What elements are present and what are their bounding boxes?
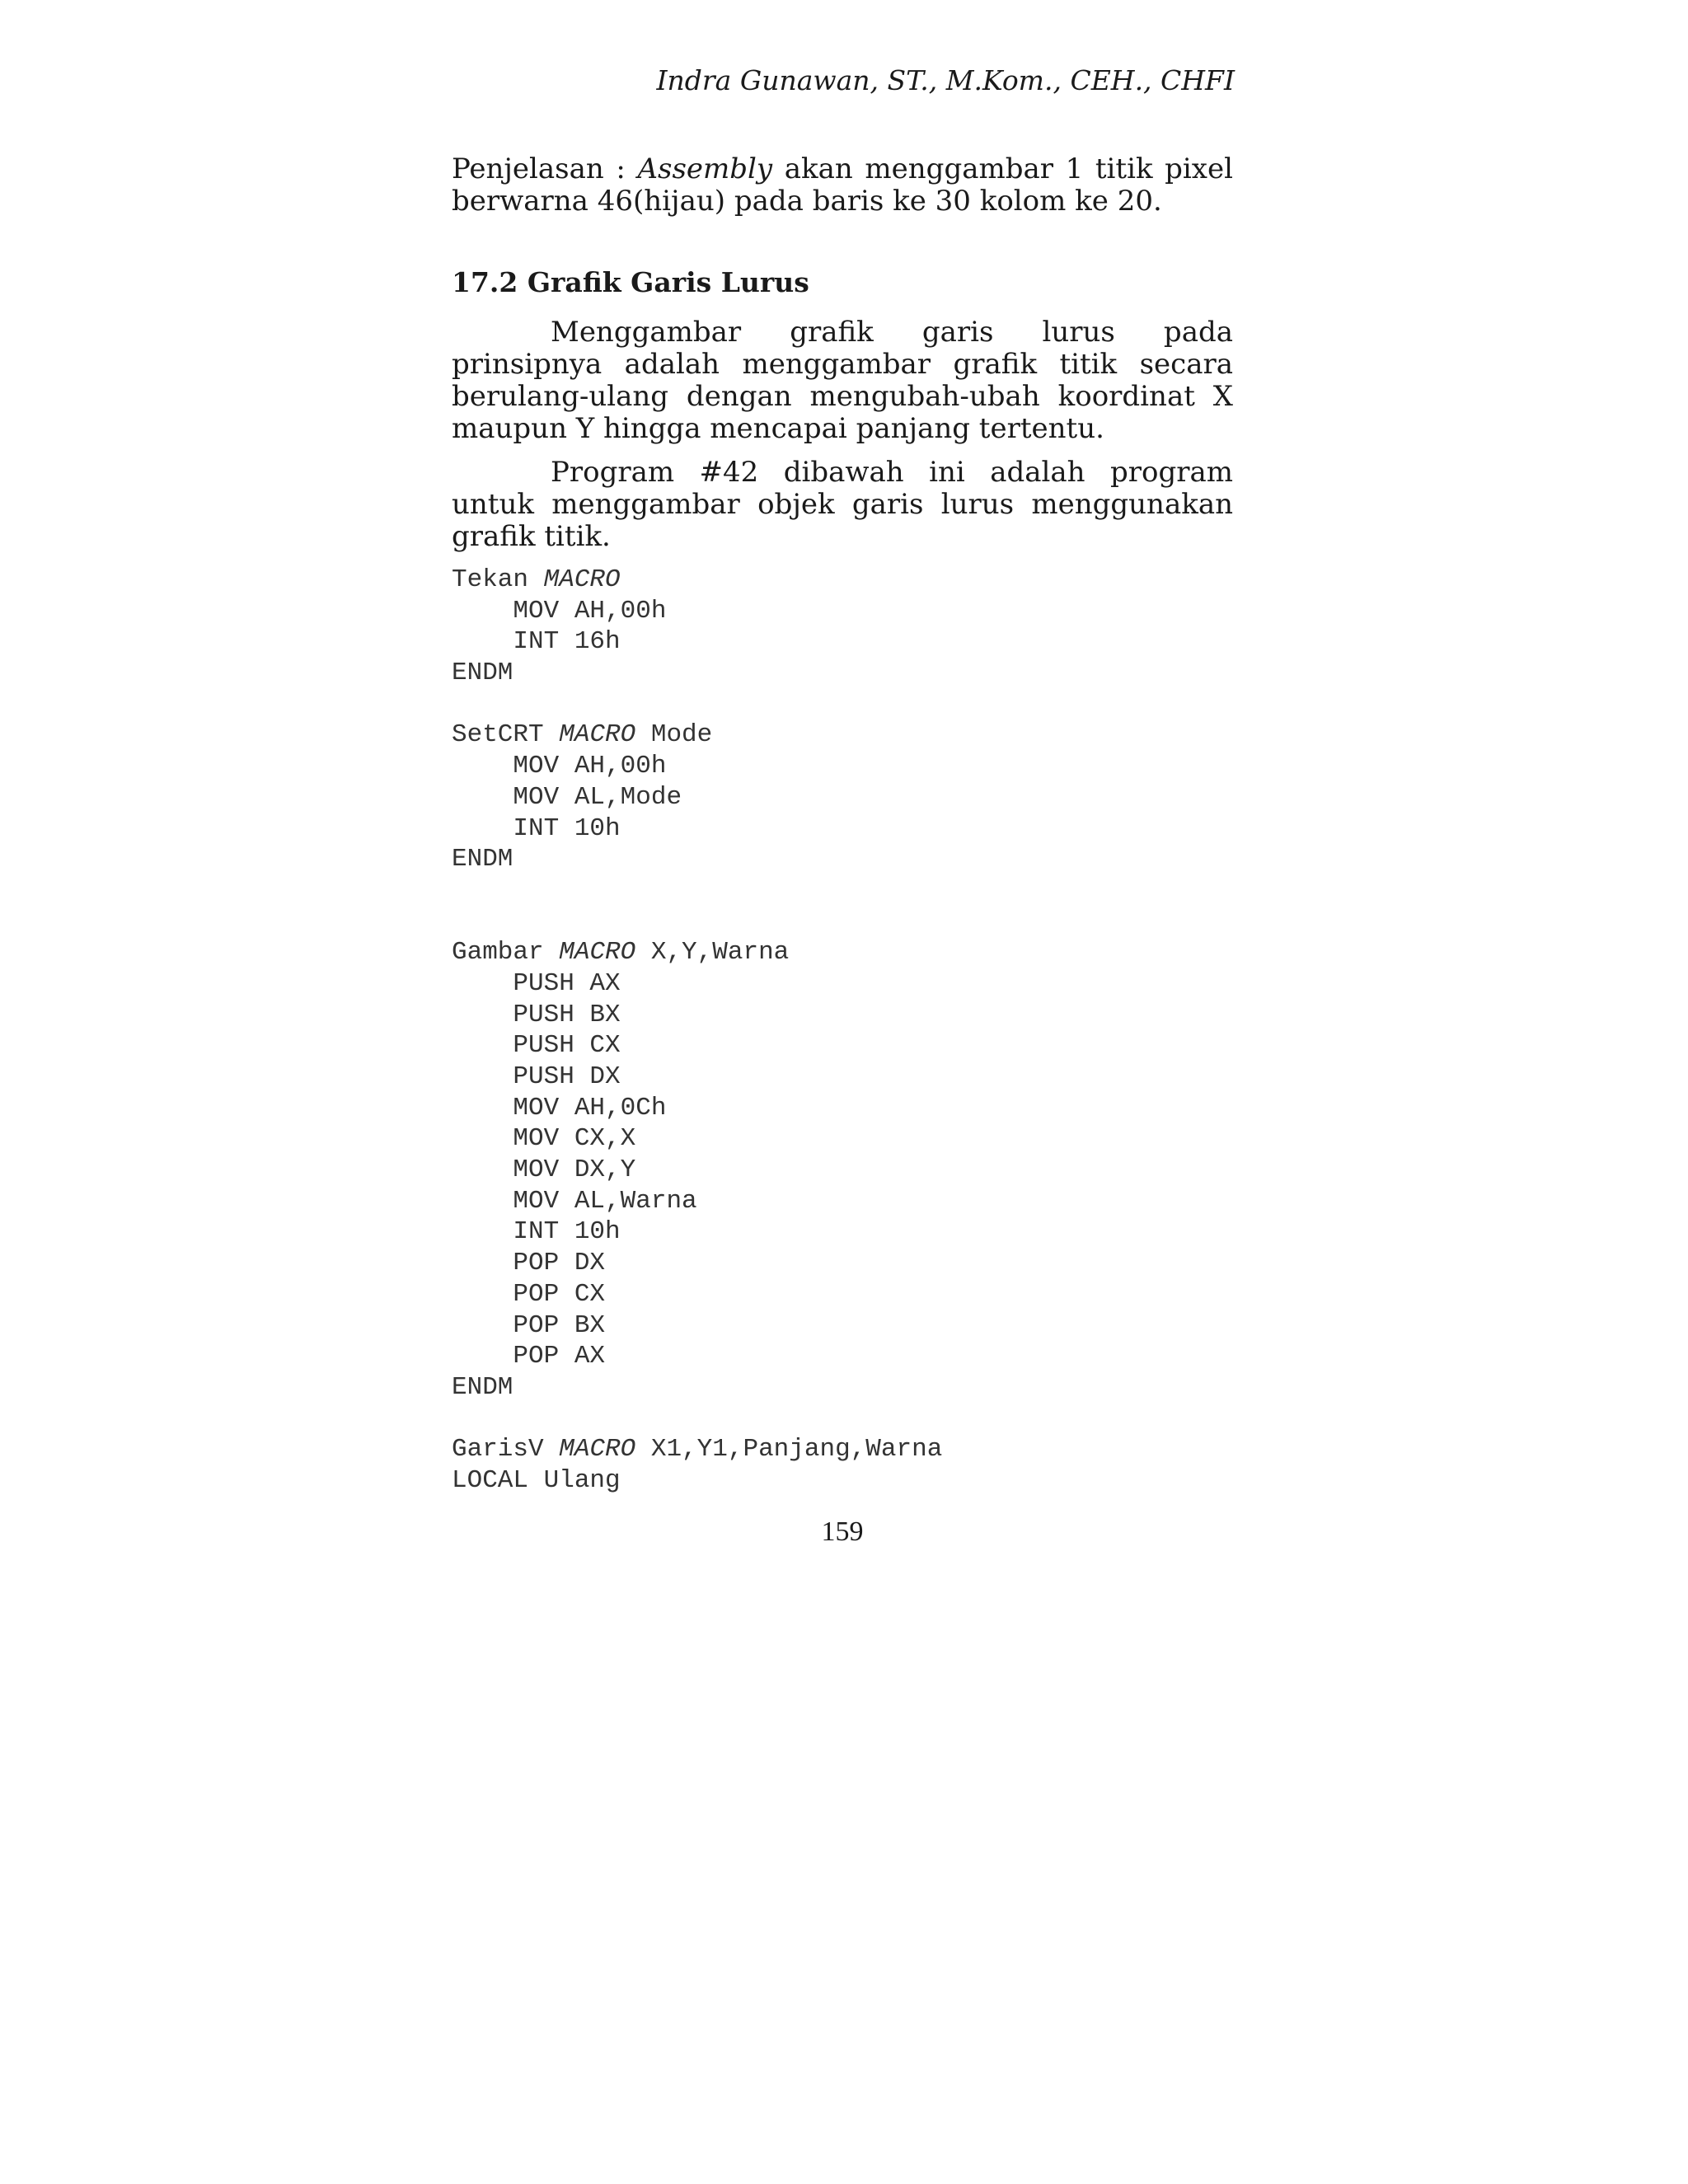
- code-text: X1,Y1,Panjang,Warna: [635, 1435, 943, 1465]
- intro-suffix: akan menggambar 1 titik pixel berwarna 46(hijau) pada baris ke 30 kolom ke 20.: [452, 152, 1233, 218]
- code-line: [452, 968, 1233, 1000]
- code-line: [452, 1186, 1233, 1217]
- page-header-author: Indra Gunawan, ST., M.Kom., CEH., CHFI: [656, 64, 1235, 96]
- code-line: [452, 782, 1233, 813]
- code-keyword: MACRO: [543, 565, 621, 594]
- code-line: [452, 1404, 1233, 1435]
- code-text: INT 10h: [452, 813, 621, 843]
- code-text: MOV AH,00h: [452, 752, 667, 781]
- code-text: MOV AL,Warna: [452, 1186, 697, 1216]
- code-text: PUSH CX: [452, 1031, 621, 1061]
- code-text: LOCAL Ulang: [452, 1465, 621, 1495]
- code-text: Mode: [635, 720, 713, 750]
- code-line: [452, 1093, 1233, 1124]
- code-line: [452, 1000, 1233, 1031]
- code-line: [452, 1030, 1233, 1062]
- code-text: INT 10h: [452, 1217, 621, 1247]
- code-line: [452, 1279, 1233, 1310]
- code-text: PUSH AX: [452, 968, 621, 998]
- code-line: [452, 875, 1233, 907]
- intro-paragraph: [452, 153, 1233, 218]
- code-text: POP BX: [452, 1310, 606, 1340]
- code-text: ENDM: [452, 1372, 513, 1402]
- code-text: ENDM: [452, 658, 513, 688]
- code-listing: [452, 565, 1233, 1497]
- code-text: POP CX: [452, 1279, 606, 1309]
- code-text: PUSH BX: [452, 1000, 621, 1029]
- code-keyword: MACRO: [559, 720, 636, 750]
- code-line: [452, 937, 1233, 968]
- code-line: [452, 1341, 1233, 1372]
- code-text: POP AX: [452, 1342, 606, 1371]
- page-content: [452, 153, 1233, 1497]
- code-line: [452, 751, 1233, 782]
- code-line: [452, 1434, 1233, 1465]
- section-paragraph-1: Menggambar grafik garis lurus pada prinsipnya adalah menggambar grafik titik secara berulang-ulang dengan mengubah-ubah koordinat X maupun Y hingga mencapai panjang tertentu.: [452, 316, 1233, 445]
- code-line: [452, 813, 1233, 845]
- code-text: POP DX: [452, 1249, 606, 1278]
- code-line: [452, 626, 1233, 658]
- code-line: [452, 1248, 1233, 1279]
- code-line: [452, 596, 1233, 627]
- code-text: Tekan: [452, 565, 544, 594]
- code-text: GarisV: [452, 1435, 560, 1465]
- code-line: [452, 1310, 1233, 1342]
- code-line: [452, 1062, 1233, 1093]
- code-text: SetCRT: [452, 720, 560, 750]
- code-line: [452, 1123, 1233, 1155]
- code-text: MOV DX,Y: [452, 1155, 636, 1185]
- code-line: [452, 1465, 1233, 1497]
- intro-prefix: Penjelasan :: [452, 152, 638, 185]
- code-keyword: MACRO: [559, 938, 636, 968]
- code-text: MOV CX,X: [452, 1124, 636, 1154]
- code-text: PUSH DX: [452, 1062, 621, 1091]
- code-line: [452, 565, 1233, 596]
- intro-emphasis: Assembly: [637, 152, 773, 185]
- code-text: INT 16h: [452, 627, 621, 657]
- code-text: ENDM: [452, 845, 513, 874]
- code-line: [452, 1216, 1233, 1248]
- code-line: [452, 658, 1233, 689]
- section-paragraph-2: Program #42 dibawah ini adalah program untuk menggambar objek garis lurus menggunakan grafik titik.: [452, 456, 1233, 553]
- section-heading: 17.2 Grafik Garis Lurus: [452, 266, 809, 298]
- code-line: [452, 689, 1233, 720]
- code-text: MOV AH,0Ch: [452, 1093, 667, 1122]
- code-keyword: MACRO: [559, 1435, 636, 1465]
- code-line: [452, 719, 1233, 751]
- code-text: Gambar: [452, 938, 560, 968]
- code-line: [452, 1372, 1233, 1404]
- code-line: [452, 907, 1233, 938]
- code-line: [452, 844, 1233, 875]
- code-text: X,Y,Warna: [635, 938, 790, 968]
- page-number: 159: [821, 1516, 864, 1547]
- code-line: [452, 1155, 1233, 1186]
- code-text: MOV AH,00h: [452, 596, 667, 626]
- code-text: MOV AL,Mode: [452, 782, 682, 812]
